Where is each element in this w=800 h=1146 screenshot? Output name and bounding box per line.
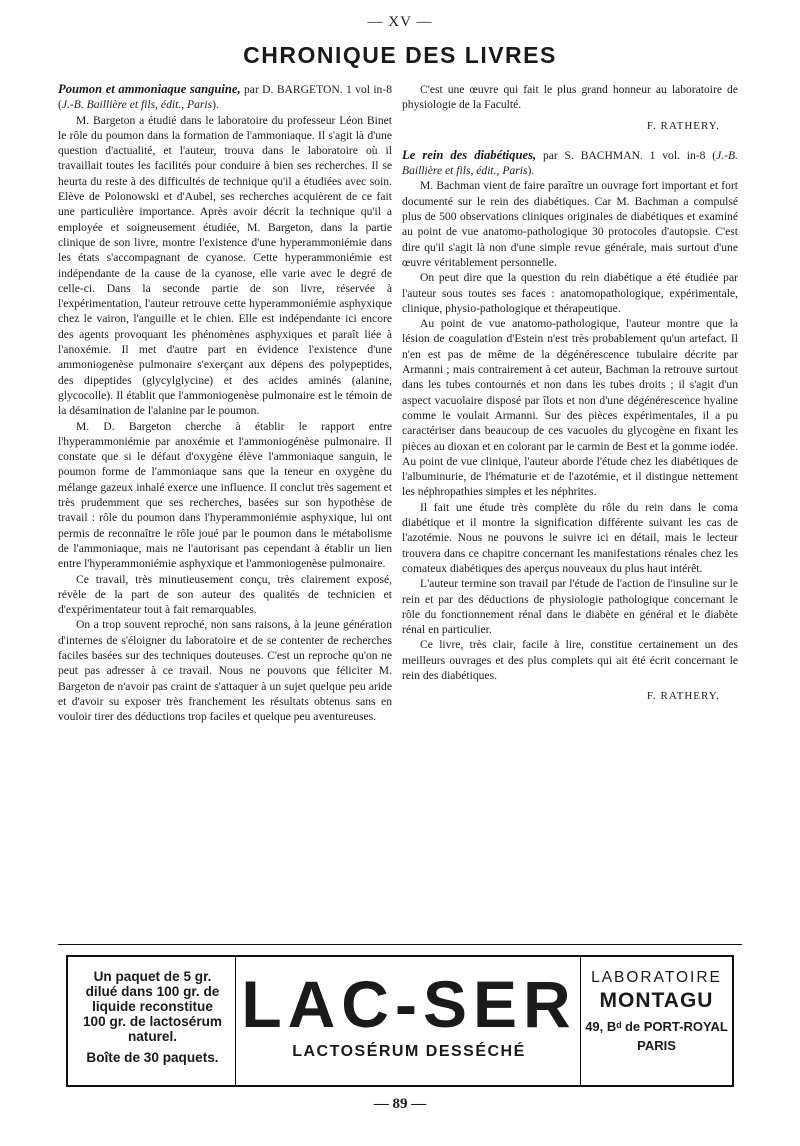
ad-lab-line2: MONTAGU xyxy=(599,989,714,1012)
review2-paragraph-2: On peut dire que la question du rein diabétique a été étudiée par l'auteur sous toutes ses faces : anatomopathologique, expérimentale, clinique, physio-pathologique et thérapeutique. xyxy=(402,271,738,315)
ad-brand-block xyxy=(236,957,582,1085)
page-title: CHRONIQUE DES LIVRES xyxy=(243,42,557,68)
review1-paragraph-2: M. D. Bargeton cherche à établir le rapport entre l'hyperammoniémie par anoxémie et l'ammoniogénèse pulmonaire. Il constate que si le défaut d'oxygène élève l'ammoniaque sanguin, le poumon forme de l'ammoniaque sans que la teneur en oxygène du mélange gazeux inhalé exerce une influence. Il conclut très sagement et très prudemment que ses recherches, basées sur son hypothèse de travail : rôle du poumon dans l'hyperammoniémie asphyxique, lui ont permis de reconnaître le rôle joué par le poumon dans le métabolisme de l'ammoniaque, mais ne l'autorisant pas cependant à établir un lien entre l'hyperammoniémie asphyxique et l'ammoniogenèse pulmonaire. xyxy=(58,419,392,571)
close-paren: ). xyxy=(212,98,219,112)
ad-line: Un paquet de 5 gr. xyxy=(93,969,212,984)
page-marker: — XV — xyxy=(367,14,433,30)
ad-line: 100 gr. de lactosérum xyxy=(82,1014,223,1029)
review1-signature: F. RATHERY. xyxy=(646,119,720,132)
review1-paragraph-4: On a trop souvent reproché, non sans raisons, à la jeune génération d'internes de s'éloigner du laboratoire et de se contenter de recherches faciles basées sur des techniques douteuses. C'est un reproche qu'on ne peut pas adresser à ce travail. Nous ne pouvons que féliciter M. Bargeton de n'avoir pas craint de s'attaquer à un sujet quelque peu aride et d'avoir su exposer très franchement les résultats obtenus sans en vouloir tirer des déductions trop faciles et quelque peu aventureuses. xyxy=(58,618,392,724)
ad-city: PARIS xyxy=(637,1038,676,1053)
review1-paragraph-3: Ce travail, très minutieusement conçu, très clairement exposé, révèle de la part de son auteur des qualités de technicien et d'expérimentateur tout à fait remarquables. xyxy=(58,572,392,617)
review2-paragraph-6: Ce livre, très clair, facile à lire, constitue certainement un des meilleurs ouvrages et des plus complets qui ait été écrit concernant le rein des diabétiques. xyxy=(402,638,738,682)
review2-paragraph-3: Au point de vue anatomo-pathologique, l'auteur montre que la lésion de coagulation d'Estein n'est très probablement qu'un artefact. Il n'en est pas de même de la dégénérescence tubulaire décrite par Armanni ; mais contrairement à cet auteur, Bachman la retrouve surtout dans les tubes contournés et non dans les tubes droits ; il s'agit d'un aspect vacuolaire disposé par îlots et non d'une dégénérescence hyaline comme le voulait Armanni. Sur des pièces expérimentales, il a pu caractériser dans beaucoup de ces vacuoles du glycogène en fixant les pièces au dioxan et en colorant par le carmin de Best et la gomme iodée. Au point de vue clinique, l'auteur aborde l'étude chez les diabétiques de l'albuminurie, de l'hématurie et de l'azotémie, et il distingue nettement les néphropathies simples et les néphrites. xyxy=(402,317,738,499)
divider xyxy=(58,944,742,945)
volume-info: 1 vol. in-8 ( xyxy=(642,148,717,162)
ad-lab-line1: LABORATOIRE xyxy=(591,969,722,986)
page-number: — 89 — xyxy=(373,1096,427,1112)
review-author: BARGETON. xyxy=(276,83,343,96)
ad-laboratory xyxy=(580,957,732,1085)
review1-paragraph-1: M. Bargeton a étudié dans le laboratoire du professeur Léon Binet le rôle du poumon dans la formation de l'ammoniaque. Il s'agit là d'une question d'actualité, et l'auteur, trouva dans le laboratoire où il travaillait toutes les facilités pour conduire à bien ses recherches. Il se heurta du reste à des difficultés de technique qu'il a étudiées avec soin. Elève de Polonowski et d'Aubel, ses recherches acquièrent de ce fait une particulière importance. Après avoir décrit la technique qu'il a employée et soigneusement étudiée, M. Bargeton, dans la partie clinique de son livre, montre l'existence d'une hyperammoniémie dans les états s'accompagnant de cyanose. Cette hyperammoniémie est indépendante de la cause de la cyanose, elle varie avec le degré de celle-ci. Dans la seconde partie de son livre, réservée à l'expérimentation, l'auteur retrouve cette hyperammoniémie asphyxique chez le vairon, l'anguille et le chien. Elle est indépendante ici encore des agents provoquant les phénomènes asphyxiques et paraît liée à l'anoxémie. Il met d'autre part en évidence l'existence d'une ammoniogenèse pulmonaire s'exerçant aux dépens des polypeptides, des dipeptides (glycylglycine) et des acides aminés (alanine, glycocolle). Il établit que l'ammoniogenèse pulmonaire est le témoin de la désamination de l'alanine par le poumon. xyxy=(58,113,392,418)
volume-info: 1 vol in-8 ( xyxy=(58,83,392,112)
close-paren: ). xyxy=(527,164,535,178)
ad-packs: Boîte de 30 paquets. xyxy=(86,1050,219,1065)
byline-prefix: par S. xyxy=(536,148,581,162)
advertisement xyxy=(66,955,734,1087)
review-title: Poumon et ammoniaque sanguine, xyxy=(58,82,241,96)
ad-brand-subtitle: LACTOSÉRUM DESSÉCHÉ xyxy=(292,1043,526,1060)
review2-signature: F. RATHERY. xyxy=(646,690,720,703)
review2-paragraph-1: M. Bachman vient de faire paraître un ouvrage fort important et fort documenté sur le rein des diabétiques. Car M. Bachman a compulsé plus de 500 observations cliniques originales de diabétiques et examiné au point de vue anatomo-pathologique 30 protocoles d'autopsie. C'est dire qu'il s'agit là non d'une simple revue générale, mais surtout d'une œuvre véritablement personnelle. xyxy=(402,179,738,269)
review-title: Le rein des diabétiques, xyxy=(402,147,537,162)
ad-brand: LAC-SER xyxy=(241,967,577,1041)
publisher: J.-B. Baillière et fils, édit., Paris xyxy=(402,148,738,178)
review-author: BACHMAN. xyxy=(580,148,643,162)
review1-paragraph-5: C'est une œuvre qui fait le plus grand honneur au laboratoire de physiologie de la Faculté. xyxy=(402,83,738,112)
review2-paragraph-4: Il fait une étude très complète du rôle du rein dans le coma diabétique et il montre la signification différente suivant les cas de l'azotémie. Nous ne pouvons le suivre ici en détail, mais le lecteur trouvera dans ce chapitre concernant les manifestations rénales chez les comateux diabétiques des aperçus nouveaux du plus haut intérêt. xyxy=(402,500,738,575)
ad-address: 49, Bᵈ de PORT-ROYAL xyxy=(585,1019,728,1034)
publisher: J.-B. Baillière et fils, édit., Paris xyxy=(61,98,213,112)
ad-line: naturel. xyxy=(127,1029,178,1044)
review-heading xyxy=(402,148,738,179)
review2-paragraph-5: L'auteur termine son travail par l'étude de l'action de l'insuline sur le rein et par des déductions de physiologie pathologique concernant le rôle du fonctionnement rénal dans le diabète en général et le diabète rénal en particulier. xyxy=(402,577,738,637)
review-heading xyxy=(58,82,392,113)
ad-line: liquide reconstitue xyxy=(92,999,213,1014)
byline-prefix: par D. xyxy=(240,83,277,96)
right-column xyxy=(402,82,738,705)
ad-description xyxy=(68,957,236,1085)
left-column xyxy=(58,82,392,724)
ad-line: dilué dans 100 gr. de xyxy=(85,984,220,999)
